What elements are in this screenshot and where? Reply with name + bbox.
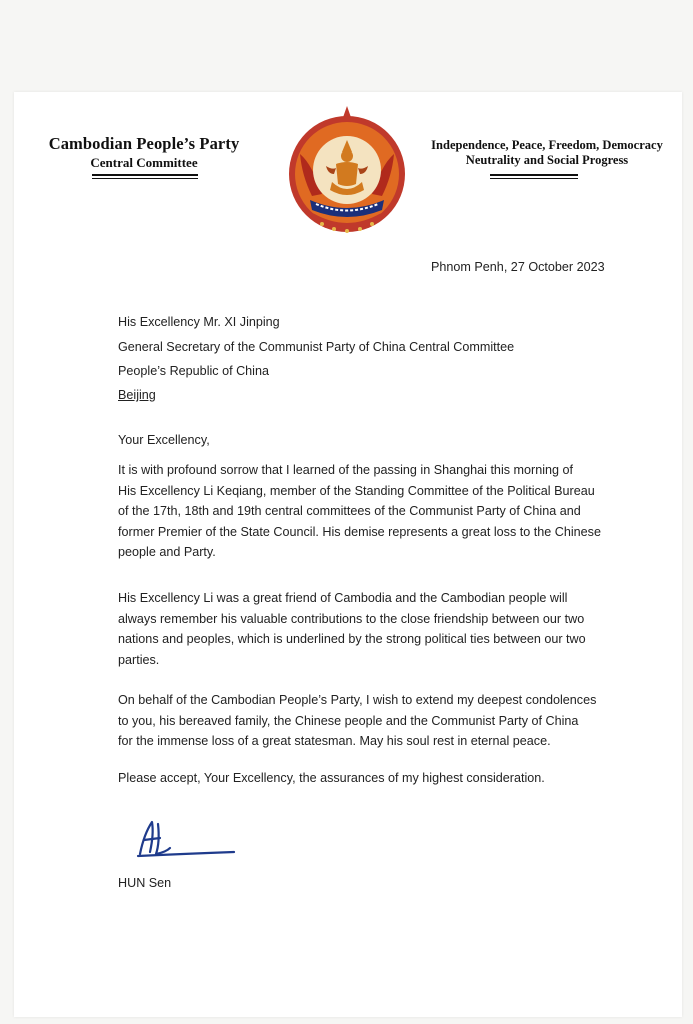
recipient-line-3: People’s Republic of China	[118, 364, 269, 378]
closing-line	[118, 768, 618, 789]
motto-line-1: Independence, Peace, Freedom, Democracy	[431, 138, 663, 152]
paragraph-line: for the immense loss of a great statesman. May his soul rest in eternal peace.	[118, 734, 551, 748]
signer-name: HUN Sen	[118, 876, 172, 890]
motto-line-2: Neutrality and Social Progress	[465, 153, 629, 167]
paragraph-line: nations and peoples, which is underlined by the strong political ties between our two	[118, 632, 586, 646]
paragraph-line: parties.	[118, 652, 160, 667]
cpp-emblem-icon	[282, 104, 412, 238]
date-line: Phnom Penh, 27 October 2023	[431, 260, 605, 274]
left-rule-top	[92, 174, 198, 176]
right-rule-top	[490, 174, 578, 176]
recipient-line-1: His Excellency Mr. XI Jinping	[118, 315, 280, 329]
paragraph-1	[118, 460, 618, 563]
paragraph-line: His Excellency Li was a great friend of Cambodia and the Cambodian people will	[118, 591, 568, 605]
right-rule-bottom	[490, 178, 578, 179]
recipient-city: Beijing	[118, 388, 156, 402]
paragraph-line: people and Party.	[118, 545, 216, 559]
paragraph-2	[118, 588, 618, 670]
paragraph-line: His Excellency Li Keqiang, member of the Standing Committee of the Political Bureau	[118, 483, 595, 498]
paragraph-line: It is with profound sorrow that I learned of the passing in Shanghai this morning of	[118, 463, 574, 477]
paragraph-line: to you, his bereaved family, the Chinese people and the Communist Party of China	[118, 713, 579, 728]
paragraph-line: of the 17th, 18th and 19th central committees of the Communist Party of China and	[118, 504, 581, 518]
paragraph-3	[118, 690, 618, 752]
handwritten-signature-icon	[130, 814, 240, 864]
salutation: Your Excellency,	[118, 433, 210, 447]
party-name: Cambodian People’s Party	[48, 134, 240, 153]
left-rule-bottom	[92, 178, 198, 179]
party-subtitle: Central Committee	[90, 155, 198, 170]
paragraph-line: On behalf of the Cambodian People’s Party, I wish to extend my deepest condolences	[118, 693, 597, 707]
paragraph-line: Please accept, Your Excellency, the assurances of my highest consideration.	[118, 771, 545, 785]
paragraph-line: always remember his valuable contributions to the close friendship between our two	[118, 611, 585, 626]
recipient-line-2: General Secretary of the Communist Party of China Central Committee	[118, 340, 515, 354]
paragraph-line: former Premier of the State Council. His demise represents a great loss to the Chinese	[118, 524, 601, 539]
